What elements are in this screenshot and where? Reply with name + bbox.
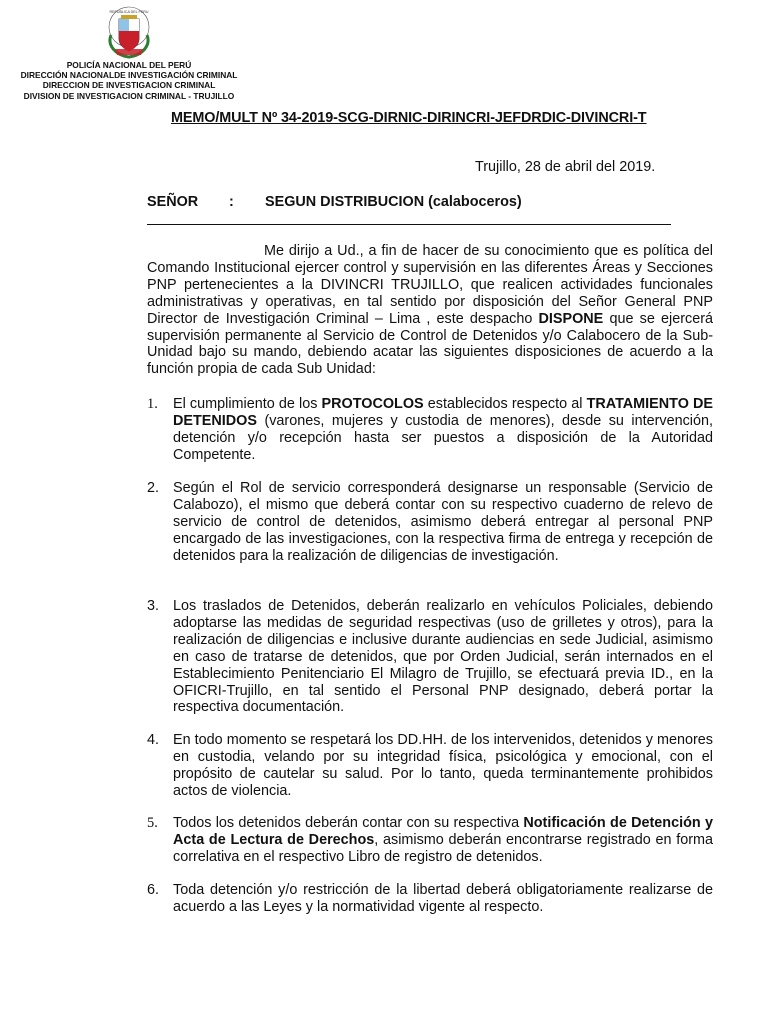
divider [147, 224, 671, 225]
item-text-run: establecidos respecto al [423, 396, 587, 412]
item-number: 1. [147, 396, 158, 412]
item-bold-run: PROTOCOLOS [321, 396, 424, 412]
item-number: 2. [147, 480, 160, 496]
item-bold-run: TRATAMIENTO DE DETENIDOS [173, 396, 714, 429]
list-item [147, 396, 713, 464]
list-item [147, 480, 713, 565]
header-line: DIRECCIÓN NACIONALDE INVESTIGACIÓN CRIMINAL [20, 70, 238, 81]
header-line: DIVISION DE INVESTIGACION CRIMINAL - TRUJILLO [23, 90, 235, 101]
addressee-value: SEGUN DISTRIBUCION (calaboceros) [265, 194, 522, 210]
svg-text:REPUBLICA DEL PERU: REPUBLICA DEL PERU [109, 10, 149, 14]
item-text [173, 815, 713, 866]
intro-text: Me dirijo a Ud., a fin de hacer de su conocimiento que es política del Comando Institucional ejercer control y supervisión en las diferentes Áreas y Secciones PNP pertenecientes a la DIVINCRI TRUJILLO, que realicen actividades funcionales administrativas y operativas, en tal sentido por disposición del Señor General PNP Director de Investigación Criminal – Lima , este despacho [147, 243, 713, 327]
memo-number: MEMO/MULT Nº 34-2019-SCG-DIRNIC-DIRINCRI-JEFDRDIC-DIVINCRI-T [171, 110, 647, 126]
addressee-label: SEÑOR [147, 194, 199, 210]
intro-text: que se ejercerá supervisión permanente al Servicio de Control de Detenidos y/o Calabocero de la Sub-Unidad bajo su mando, debiendo acatar las siguientes disposiciones de acuerdo a la función propia de cada Sub Unidad: [147, 310, 713, 378]
addressee [147, 194, 522, 210]
item-text: Según el Rol de servicio corresponderá designarse un responsable (Servicio de Calabozo), el mismo que deberá contar con su respectivo cuaderno de relevo de servicio de control de detenidos, asimismo deberá entregar al personal PNP encargado de las investigaciones, con la respectiva firma de entrega y recepción de detenidos para la realización de diligencias de investigación. [173, 480, 713, 564]
item-text: En todo momento se respetará los DD.HH. de los intervenidos, detenidos y menores en custodia, velando por su integridad física, psicológica y emocional, con el propósito de cautelar su salud. Por lo tanto, queda terminantemente prohibidos actos de violencia. [173, 732, 713, 799]
item-number: 5. [147, 815, 158, 831]
peru-coat-of-arms-icon [103, 5, 155, 61]
intro-paragraph [147, 243, 713, 378]
item-number: 4. [147, 732, 160, 748]
item-number: 6. [147, 882, 160, 898]
item-text-run: El cumplimiento de los [173, 396, 322, 412]
header-line: DIRECCION DE INVESTIGACION CRIMINAL [42, 80, 216, 91]
item-text-run: (varones, mujeres y custodia de menores), desde su intervención, detención y/o recepción hasta ser puestos a disposición de la Autoridad Competente. [173, 412, 713, 463]
institution-header [0, 60, 258, 101]
list-item [147, 815, 713, 866]
item-text-run: Todos los detenidos deberán contar con su respectiva [173, 815, 524, 831]
item-text-run: , asimismo deberán encontrarse registrado en forma correlativa en el respectivo Libro de registro de detenidos. [173, 831, 714, 865]
item-text [173, 396, 713, 464]
date-line: Trujillo, 28 de abril del 2019. [475, 159, 656, 175]
item-number: 3. [147, 598, 160, 614]
item-bold-run: Notificación de Detención y Acta de Lectura de Derechos [173, 815, 713, 848]
list-item [147, 882, 713, 916]
list-item [147, 598, 713, 716]
item-text: Toda detención y/o restricción de la libertad deberá obligatoriamente realizarse de acuerdo a las Leyes y la normatividad vigente al respecto. [173, 882, 713, 915]
list-item [147, 732, 713, 800]
intro-bold: DISPONE [538, 310, 604, 327]
header-line: POLICÍA NACIONAL DEL PERÚ [66, 60, 192, 70]
addressee-colon: : [229, 194, 234, 210]
item-text: Los traslados de Detenidos, deberán realizarlo en vehículos Policiales, debiendo adoptarse las medidas de seguridad respectivas (uso de grilletes y otros), para la realización de diligencias e inclusive durante audiencias en sede Judicial, asimismo en caso de tratarse de detenidos, que por Orden Judicial, serán internados en el Establecimiento Penitenciario El Milagro de Trujillo, se efectuará previa ID., en la OFICRI-Trujillo, en tal sentido el Personal PNP designado, deberá portar la respectiva documentación. [173, 598, 713, 716]
